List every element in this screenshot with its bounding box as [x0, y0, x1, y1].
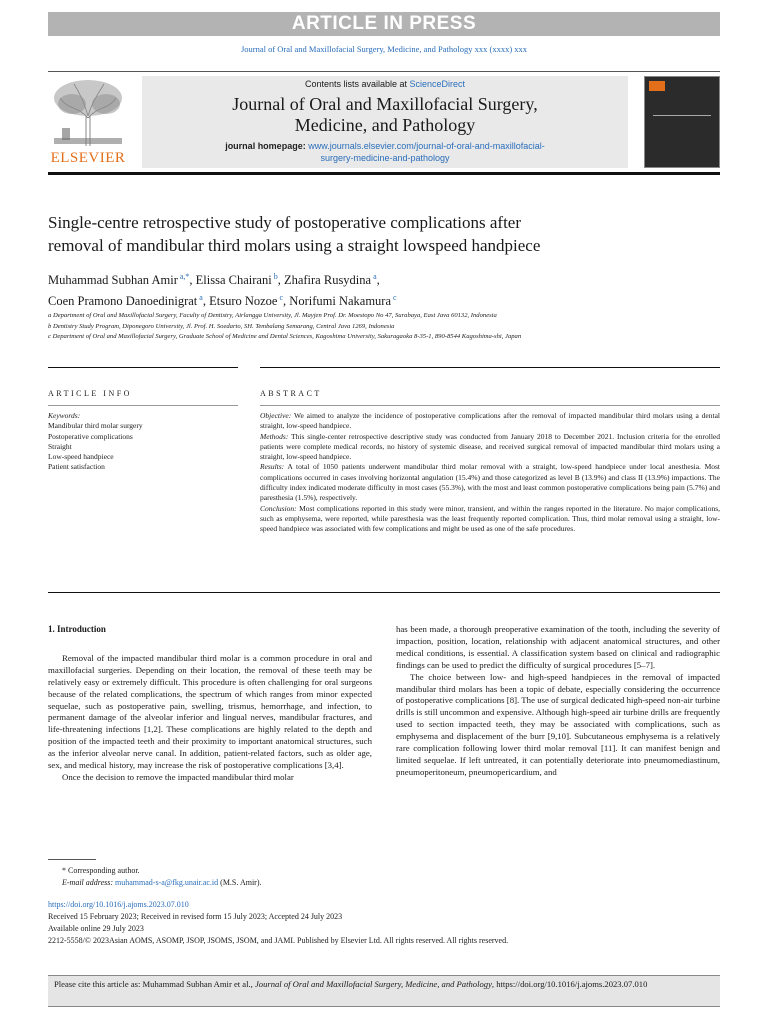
keywords-block — [48, 411, 238, 473]
abstract-label: Conclusion: — [260, 503, 297, 513]
body-column-right — [396, 624, 720, 779]
abstract-rule — [260, 367, 720, 368]
homepage-link[interactable]: www.journals.elsevier.com/journal-of-oral-and-maxillofacial- — [308, 141, 545, 151]
citation-box — [48, 975, 720, 1007]
keyword: Mandibular third molar surgery — [48, 421, 143, 431]
author-name[interactable]: Zhafira Rusydina — [283, 273, 372, 288]
homepage-link-cont[interactable]: surgery-medicine-and-pathology — [320, 153, 450, 163]
online-date: Available online 29 July 2023 — [48, 924, 144, 933]
author-affil-mark[interactable]: a,* — [179, 272, 190, 281]
citation-prefix: Please cite this article as: Muhammad Subhan Amir et al., — [54, 979, 255, 989]
author-name[interactable]: Elissa Chairani — [195, 273, 272, 288]
abstract-bottom-rule — [48, 592, 720, 593]
sciencedirect-link[interactable]: ScienceDirect — [409, 79, 466, 89]
contents-line — [142, 79, 628, 89]
author-list: Muhammad Subhan Amir $^{a,*}$, Elissa Chairani $^b$, Zhafira Rusydina $^a$, Coen Pramono Danoedinigrat $^a$, Etsuro Nozoe $^c$, Norifumi Nakamura $^c$ — [48, 272, 397, 309]
author-affil-mark[interactable]: a — [199, 293, 203, 303]
citation-journal: Journal of Oral and Maxillofacial Surgery, Medicine, and Pathology — [254, 979, 492, 989]
author-name[interactable]: Norifumi Nakamura — [289, 294, 391, 309]
abstract-label: Results: — [260, 462, 285, 472]
abstract-body — [260, 411, 720, 535]
author-name[interactable]: Muhammad Subhan Amir — [48, 273, 178, 288]
journal-homepage — [142, 140, 628, 164]
author-affil-mark[interactable]: b — [273, 272, 278, 281]
keyword: Straight — [48, 441, 72, 451]
header-top-rule — [48, 71, 720, 72]
body-paragraph: has been made, a thorough preoperative examination of the tooth, including the severity of impaction, position, location, relationship with adjacent anatomical structures, and other medical conditions, is essential. A classification system based on clinical and radiographic findings can be used to predict the difficulty of surgical procedures [5–7]. — [396, 624, 720, 670]
body-paragraph: Removal of the impacted mandibular third molar is a common procedure in oral and maxillofacial surgeries. Depending on their location, the removal of these teeth may be relatively easy or extremely difficult. This procedure is often challenging for oral surgeons because of the related complications, the spectrum of which ranges from minor expected sequelae, such as postoperative pain, swelling, trismus, hemorrhage, and infection, to permanent damage of the alveolar inferior and lingual nerves, mandibular fractures, and life-threatening infections [1,2]. These complications are highly related to the depth and position of the impacted teeth and their proximity to important anatomical structures, such as the inferior alveolar nerve canal. In addition, patient-related factors, such as older age, sex, and medical history, may increase the risk of postoperative complications [3,4]. — [48, 652, 372, 771]
abstract-methods — [260, 432, 720, 463]
copyright-line: 2212-5558/© 2023Asian AOMS, ASOMP, JSOP, JSOMS, JSOM, and JAMI. Published by Elsevier Ltd. All rights reserved. All rights reserved. — [48, 936, 509, 945]
affiliation: c Department of Oral and Maxillofacial Surgery, Graduate School of Medicine and Dental Sciences, Kagoshima University, Sakuragaoka 8-35-1, 890-8544 Kagoshima-shi, Japan — [48, 333, 522, 340]
body-paragraph: Once the decision to remove the impacted mandibular third molar — [62, 771, 294, 782]
article-in-press-banner: ARTICLE IN PRESS — [48, 12, 720, 36]
footnotes — [48, 865, 720, 889]
abstract-objective — [260, 411, 720, 432]
cover-logo-icon — [649, 81, 665, 91]
abstract-heading: ABSTRACT — [260, 389, 322, 398]
publication-info — [48, 899, 720, 947]
homepage-label: journal homepage: — [225, 141, 309, 151]
email-suffix: (M.S. Amir). — [218, 878, 262, 887]
title-line: Single-centre retrospective study of postoperative complications after — [48, 213, 522, 232]
abstract-label: Methods: — [260, 431, 289, 441]
journal-title-line: Medicine, and Pathology — [294, 115, 476, 135]
article-info-subrule — [48, 405, 238, 406]
body-paragraph: The choice between low- and high-speed handpieces in the removal of impacted mandibular third molars has been a topic of debate, especially considering the occurrence of postoperative complications [8]. The use of surgical dedicated high-speed non-air turbine drills is still uncommon and expensive. Although high-speed air turbine drills are frequently used to section impacted teeth, they may be associated with complications, such as emphysema and displacement of the burr [9,10]. Subcutaneous emphysema is a relatively rare complication following lower third molar removal [11]. It can manifest benign and limited sequelae. If left untreated, it can potentially deteriorate into pneumomediastinum, pneumoperitoneum, pneumopericardium, and — [396, 671, 720, 777]
body-column-left — [48, 624, 372, 784]
received-dates: Received 15 February 2023; Received in revised form 15 July 2023; Accepted 24 July 2023 — [48, 912, 343, 921]
journal-cover-thumbnail[interactable] — [644, 76, 720, 168]
abstract-subrule — [260, 405, 720, 406]
abstract-text: We aimed to analyze the incidence of postoperative complications after the removal of impacted mandibular third molars using a dental straight, low-speed handpiece. — [260, 411, 720, 431]
abstract-text: Most complications reported in this study were minor, transient, and within the ranges reported in the literature. No major complications, such as emphysema, were reported, while paresthesia was the least frequently reported complication. Thus, third molar removal using a straight, low-speed handpiece was associated with few complications and might be used as one of the safe procedures. — [260, 503, 720, 534]
keyword: Low-speed handpiece — [48, 452, 114, 462]
keyword: Postoperative complications — [48, 431, 133, 441]
tree-icon — [48, 76, 128, 148]
author-name[interactable]: Coen Pramono Danoedinigrat — [48, 294, 198, 309]
article-info-heading: ARTICLE INFO — [48, 389, 132, 398]
abstract-results — [260, 462, 720, 503]
contents-prefix: Contents lists available at — [304, 79, 410, 89]
title-line: removal of mandibular third molars using a straight lowspeed handpiece — [48, 236, 541, 255]
header-bottom-rule — [48, 172, 720, 175]
author-affil-mark[interactable]: c — [393, 293, 397, 303]
doi-link[interactable]: https://doi.org/10.1016/j.ajoms.2023.07.010 — [48, 900, 189, 909]
keyword: Patient satisfaction — [48, 462, 105, 472]
journal-reference[interactable]: Journal of Oral and Maxillofacial Surgery, Medicine, and Pathology xxx (xxxx) xxx — [240, 44, 528, 54]
footnote-rule — [48, 859, 96, 860]
email-label: E-mail address: — [62, 878, 116, 887]
author-affil-mark[interactable]: a — [373, 272, 377, 281]
affiliation: b Dentistry Study Program, Diponegoro University, Jl. Prof. H. Soedarto, SH. Tembalang Semarang, Central Java 1269, Indonesia — [48, 322, 395, 330]
author-name[interactable]: Etsuro Nozoe — [209, 294, 278, 309]
abstract-text: A total of 1050 patients underwent mandibular third molar removal with a straight, low-speed handpiece under local anesthesia. Most complications occurred in cases involving horizontal angulation (15.4%) and those categorized as level B (13.9%) and class II (13.9%) impactions. The difficulty index indicated moderate difficulty in most cases (55.3%), with the most and least common postoperative complications being pain (5.7%) and paresthesia (1.5%), respectively. — [260, 462, 720, 503]
affiliations — [48, 311, 720, 343]
author-affil-mark[interactable]: c — [279, 293, 284, 303]
keywords-label: Keywords: — [48, 411, 81, 420]
abstract-conclusion — [260, 504, 720, 535]
journal-title — [142, 94, 628, 136]
email-note — [48, 877, 720, 889]
article-info-rule — [48, 367, 238, 368]
article-title — [48, 211, 720, 257]
citation-suffix[interactable]: , https://doi.org/10.1016/j.ajoms.2023.07.010 — [491, 979, 648, 989]
corresponding-author-note: * Corresponding author. — [62, 866, 140, 875]
affiliation: a Department of Oral and Maxillofacial Surgery, Faculty of Dentistry, Airlangga University, Jl. Mayjen Prof. Dr. Moestopo No 47, Surabaya, East Java 60132, Indonesia — [48, 312, 497, 319]
email-link[interactable]: muhammad-s-a@fkg.unair.ac.id — [115, 878, 219, 887]
publisher-logo-text[interactable]: ELSEVIER — [50, 150, 126, 166]
abstract-label: Objective: — [260, 411, 292, 420]
cover-title-lines — [653, 115, 711, 116]
section-heading: 1. Introduction — [48, 624, 106, 634]
abstract-text: This single-center retrospective descriptive study was conducted from January 2018 to December 2021. Inclusion criteria for the enrolled patients were complete medical records, no history of systemic disease, and received surgical removal of impacted mandibular third molars using a straight, low-speed handpiece. — [260, 431, 720, 462]
journal-title-line: Journal of Oral and Maxillofacial Surgery, — [232, 94, 538, 114]
